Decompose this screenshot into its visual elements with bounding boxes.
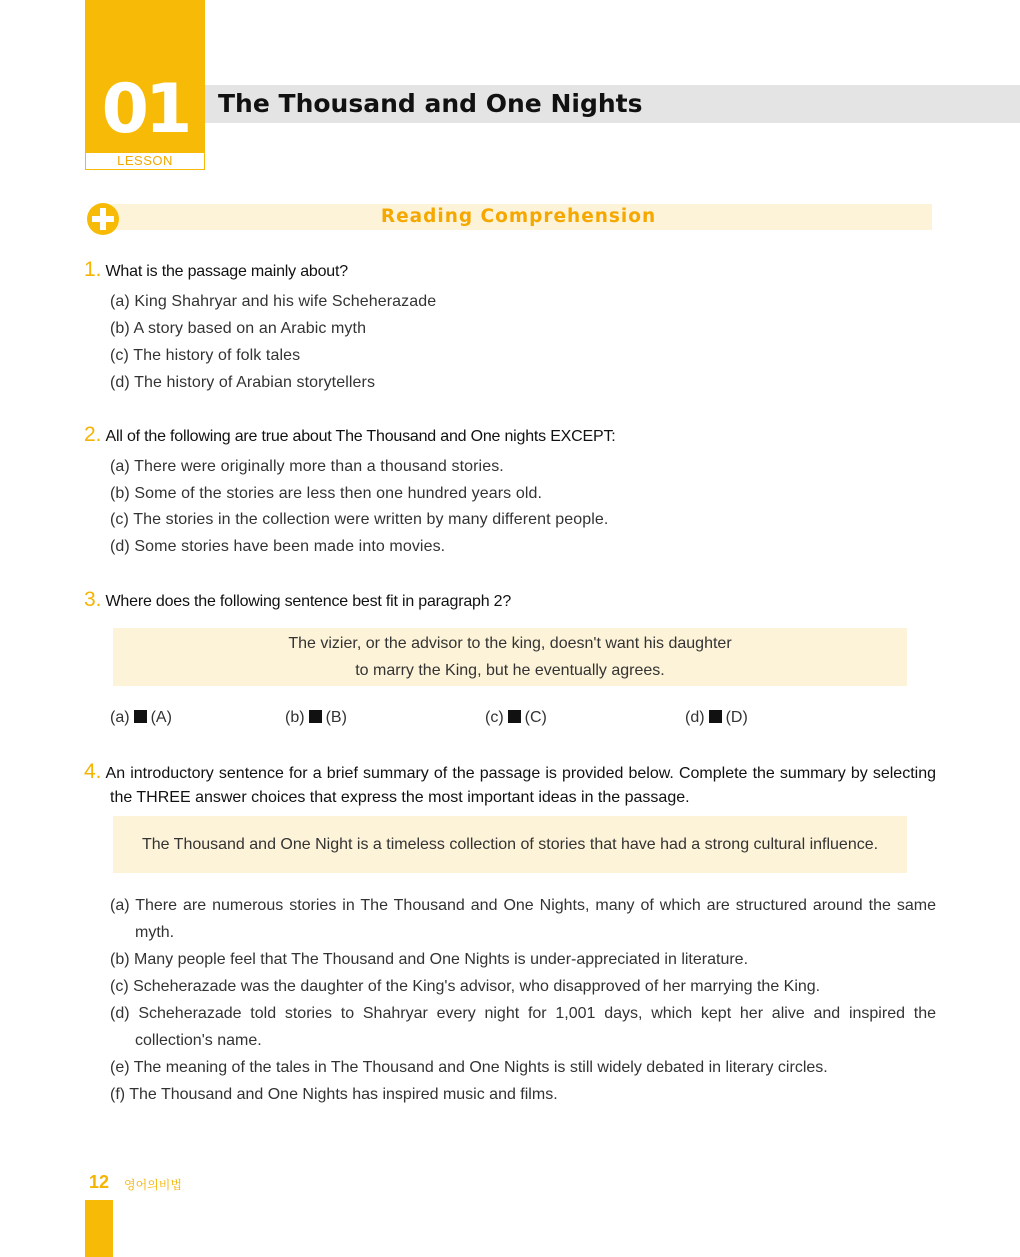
question-text: What is the passage mainly about? [105,263,348,280]
square-icon [309,710,322,723]
question-number: 3. [84,588,102,611]
lesson-label: LESSON [85,152,205,170]
box-line: to marry the King, but he eventually agrees. [355,662,665,679]
box-line: The vizier, or the advisor to the king, doesn't want his daughter [288,635,732,652]
option-4e[interactable]: (e) The meaning of the tales in The Thousand and One Nights is still widely debated in literary circles. [110,1059,828,1076]
book-title: 영어의비법 [124,1178,182,1192]
square-icon [508,710,521,723]
option-4b[interactable]: (b) Many people feel that The Thousand and One Nights is under-appreciated in literature. [110,951,749,968]
question-1 [84,258,348,284]
option-ref: (B) [325,709,347,726]
option-label: (b) [285,709,305,726]
footer-tab [85,1200,113,1257]
square-icon [709,710,722,723]
option-label: (a) [110,709,130,726]
insert-sentence-box [113,628,907,686]
question-text: Where does the following sentence best fit in paragraph 2? [105,593,512,610]
option-label: (d) [685,709,705,726]
question-2 [84,423,616,449]
page-title: The Thousand and One Nights [218,89,643,118]
question-number: 1. [84,258,102,281]
option-1a[interactable]: (a) King Shahryar and his wife Scheherazade [110,293,437,310]
question-text: All of the following are true about The Thousand and One nights EXCEPT: [105,428,616,445]
option-ref: (A) [150,709,172,726]
question-number: 2. [84,423,102,446]
question-3 [84,588,511,614]
question-text: An introductory sentence for a brief summary of the passage is provided below. Complete the summary by selecting the THREE answer choices that express the most important ideas in the passage. [105,765,936,806]
option-3b[interactable] [285,708,347,728]
option-4d[interactable]: (d) Scheherazade told stories to Shahryar every night for 1,001 days, which kept her alive and inspired the collection's name. [110,1005,936,1049]
section-title: Reading Comprehension [380,206,657,227]
option-1d[interactable]: (d) The history of Arabian storytellers [110,374,376,391]
option-1b[interactable]: (b) A story based on an Arabic myth [110,320,367,337]
question-number: 4. [84,760,102,783]
option-3a[interactable] [110,708,172,728]
question-4 [84,760,936,810]
option-2a[interactable]: (a) There were originally more than a thousand stories. [110,458,504,475]
option-3d[interactable] [685,708,748,728]
option-2c[interactable]: (c) The stories in the collection were written by many different people. [110,511,609,528]
option-2b[interactable]: (b) Some of the stories are less then one hundred years old. [110,485,543,502]
option-4a[interactable]: (a) There are numerous stories in The Thousand and One Nights, many of which are structured around the same myth. [110,897,936,941]
option-ref: (C) [524,709,547,726]
summary-box: The Thousand and One Night is a timeless collection of stories that have had a strong cultural influence. [113,816,907,873]
option-2d[interactable]: (d) Some stories have been made into movies. [110,538,446,555]
option-4c[interactable]: (c) Scheherazade was the daughter of the King's advisor, who disapproved of her marrying the King. [110,978,821,995]
option-ref: (D) [725,709,748,726]
option-label: (c) [485,709,504,726]
option-1c[interactable]: (c) The history of folk tales [110,347,301,364]
page-number: 12 [89,1172,110,1192]
options-4 [110,892,936,1108]
option-4f[interactable]: (f) The Thousand and One Nights has inspired music and films. [110,1086,558,1103]
square-icon [134,710,147,723]
option-3c[interactable] [485,708,547,728]
lesson-number: 01 [101,70,189,149]
